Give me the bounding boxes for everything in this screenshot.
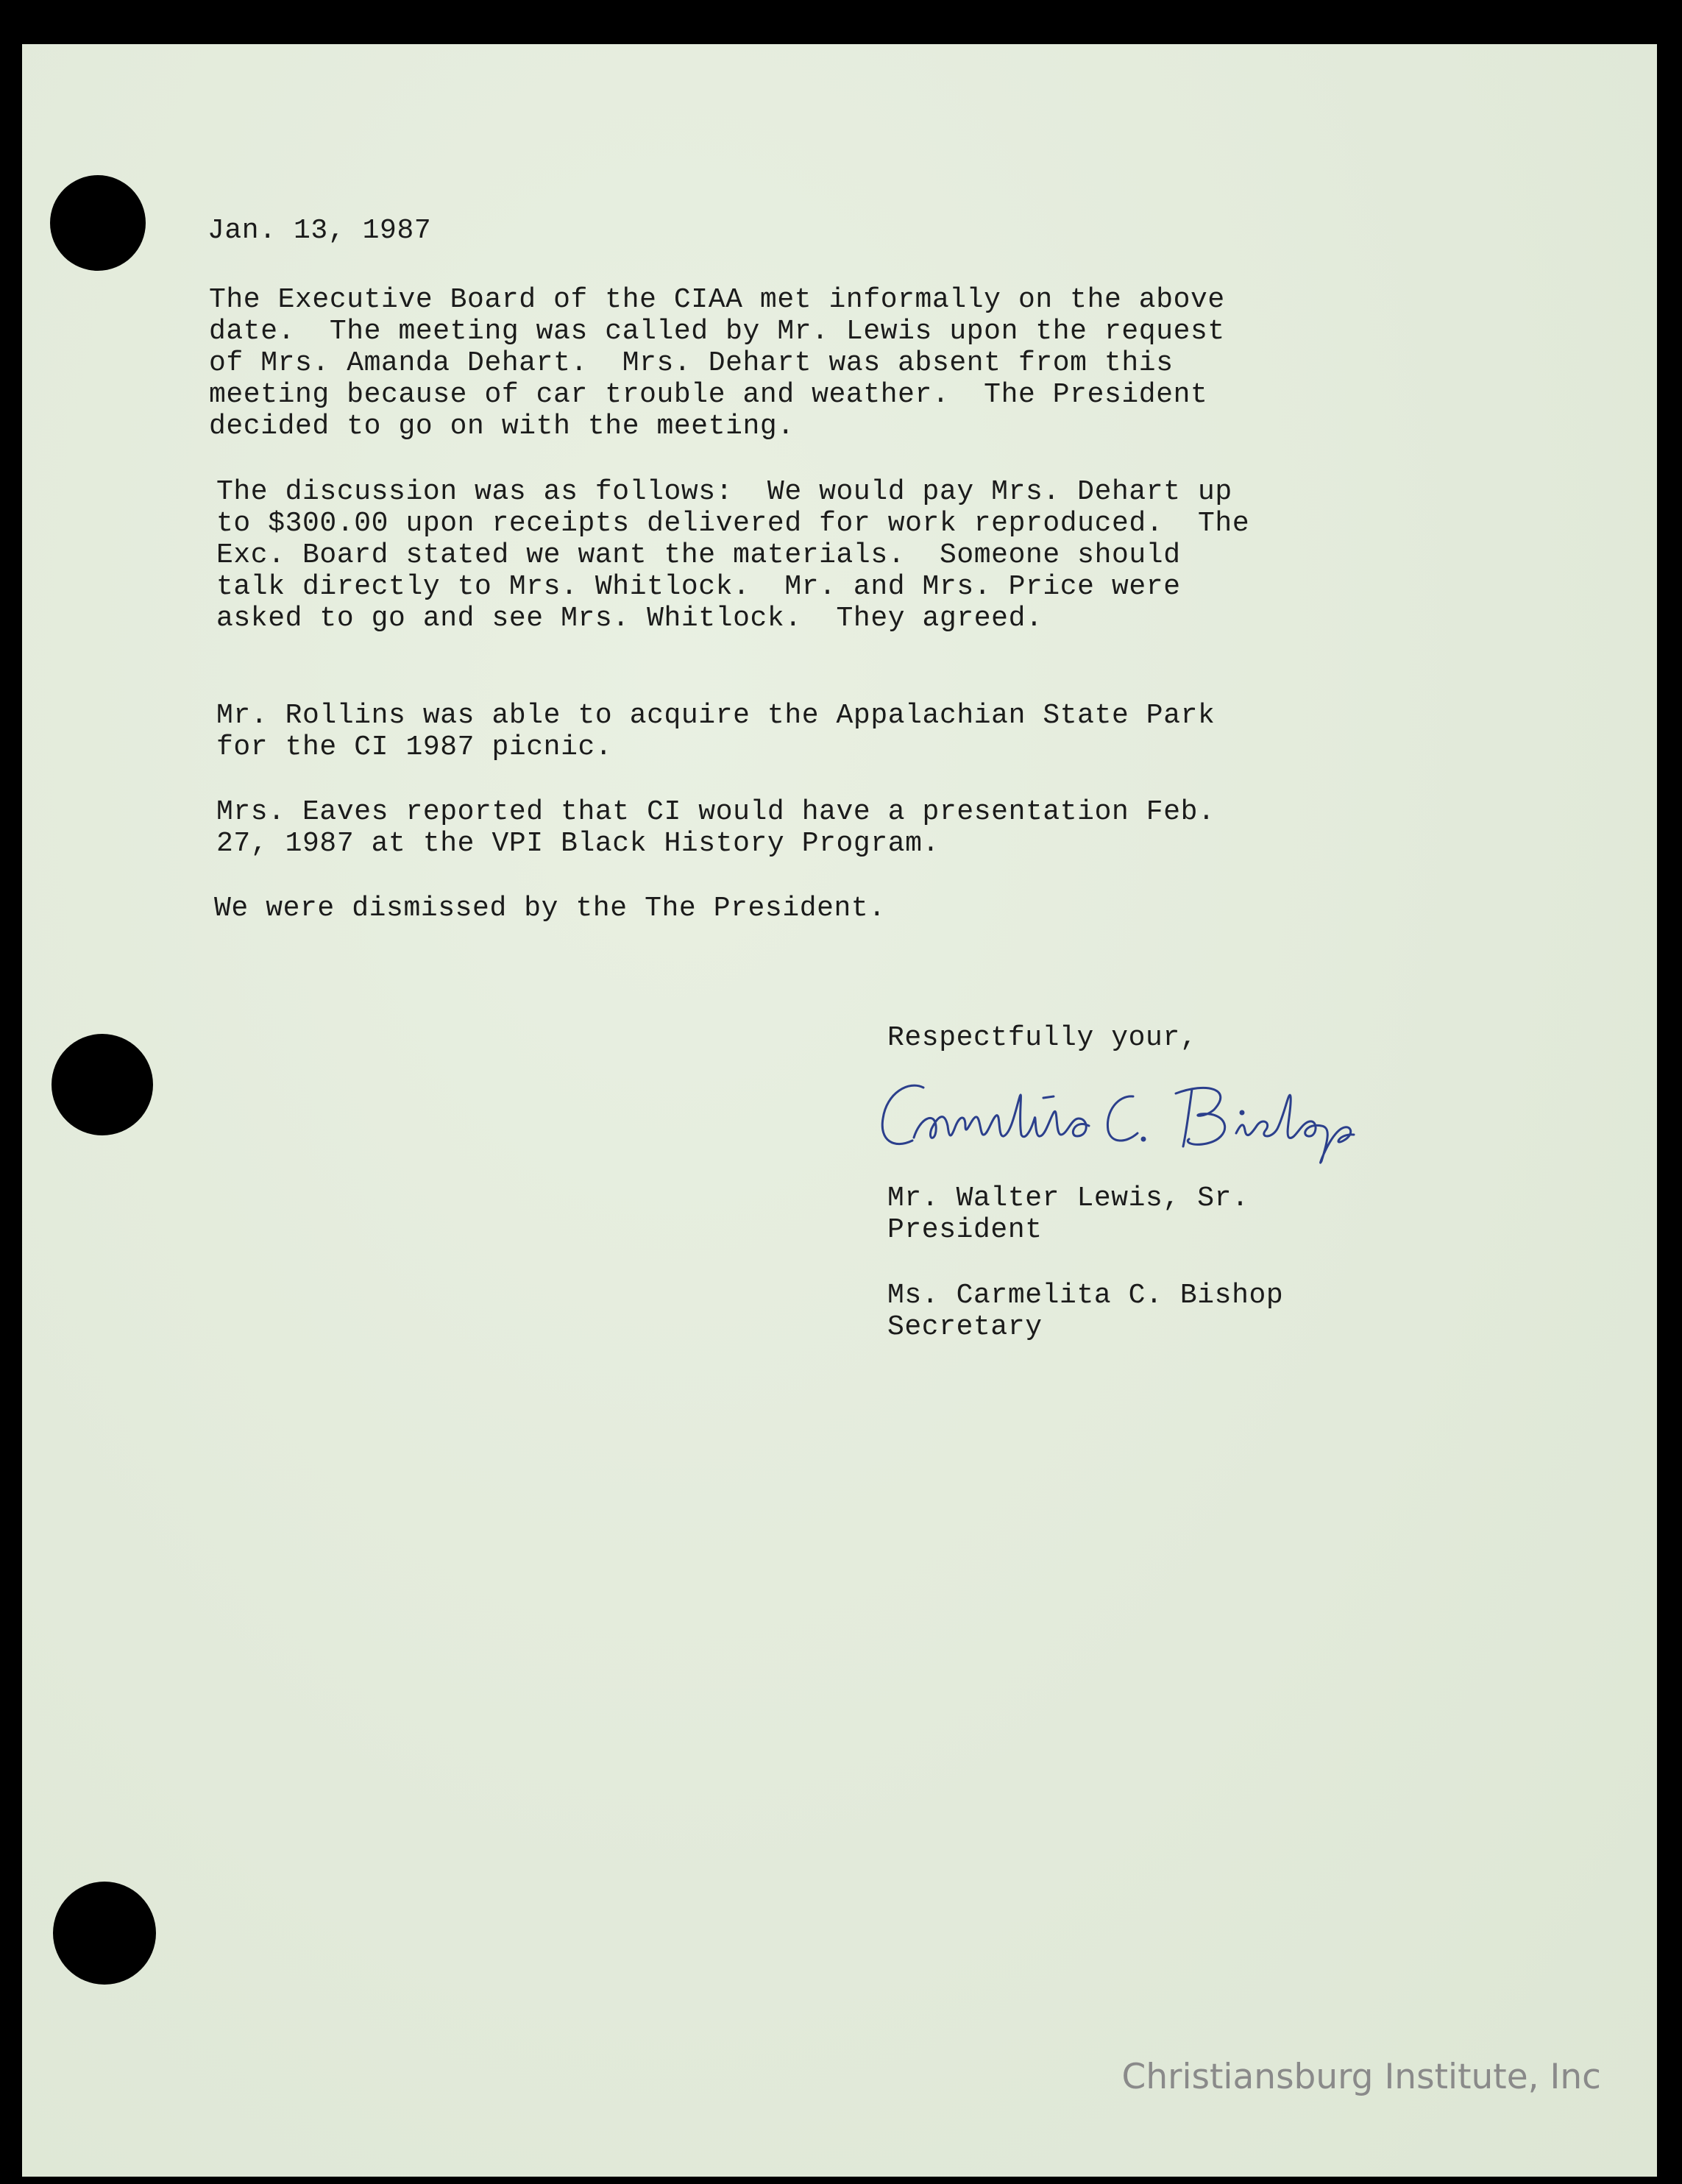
punch-hole-top — [50, 175, 146, 271]
punch-hole-bottom — [53, 1882, 156, 1985]
signer-secretary-title: Secretary — [887, 1311, 1043, 1343]
paragraph-dismissal: We were dismissed by the The President. — [214, 893, 886, 924]
archive-watermark: Christiansburg Institute, Inc — [1121, 2057, 1601, 2097]
signer-president-name: Mr. Walter Lewis, Sr. — [887, 1183, 1249, 1214]
punch-hole-middle — [52, 1034, 153, 1135]
signer-secretary-name: Ms. Carmelita C. Bishop — [887, 1280, 1284, 1311]
closing-line: Respectfully your, — [887, 1022, 1198, 1054]
paragraph-meeting-intro: The Executive Board of the CIAA met informally on the above date. The meeting was called by Mr. Lewis upon the request of Mrs. Amanda Dehart. Mrs. Dehart was absent from this meeting because of car trouble and weather. The President decided to go on with the meeting. — [209, 284, 1225, 442]
letter-date: Jan. 13, 1987 — [207, 215, 432, 247]
paragraph-picnic: Mr. Rollins was able to acquire the Appalachian State Park for the CI 1987 picnic. — [216, 700, 1216, 763]
handwritten-signature — [868, 1067, 1435, 1170]
signer-president-title: President — [887, 1214, 1043, 1246]
paragraph-presentation: Mrs. Eaves reported that CI would have a presentation Feb. 27, 1987 at the VPI Black History Program. — [216, 796, 1216, 859]
paragraph-discussion: The discussion was as follows: We would pay Mrs. Dehart up to $300.00 upon receipts delivered for work reproduced. The Exc. Board stated we want the materials. Someone should talk directly to Mrs. Whitlock. Mr. and Mrs. Price were asked to go and see Mrs. Whitlock. They agreed. — [216, 476, 1250, 634]
